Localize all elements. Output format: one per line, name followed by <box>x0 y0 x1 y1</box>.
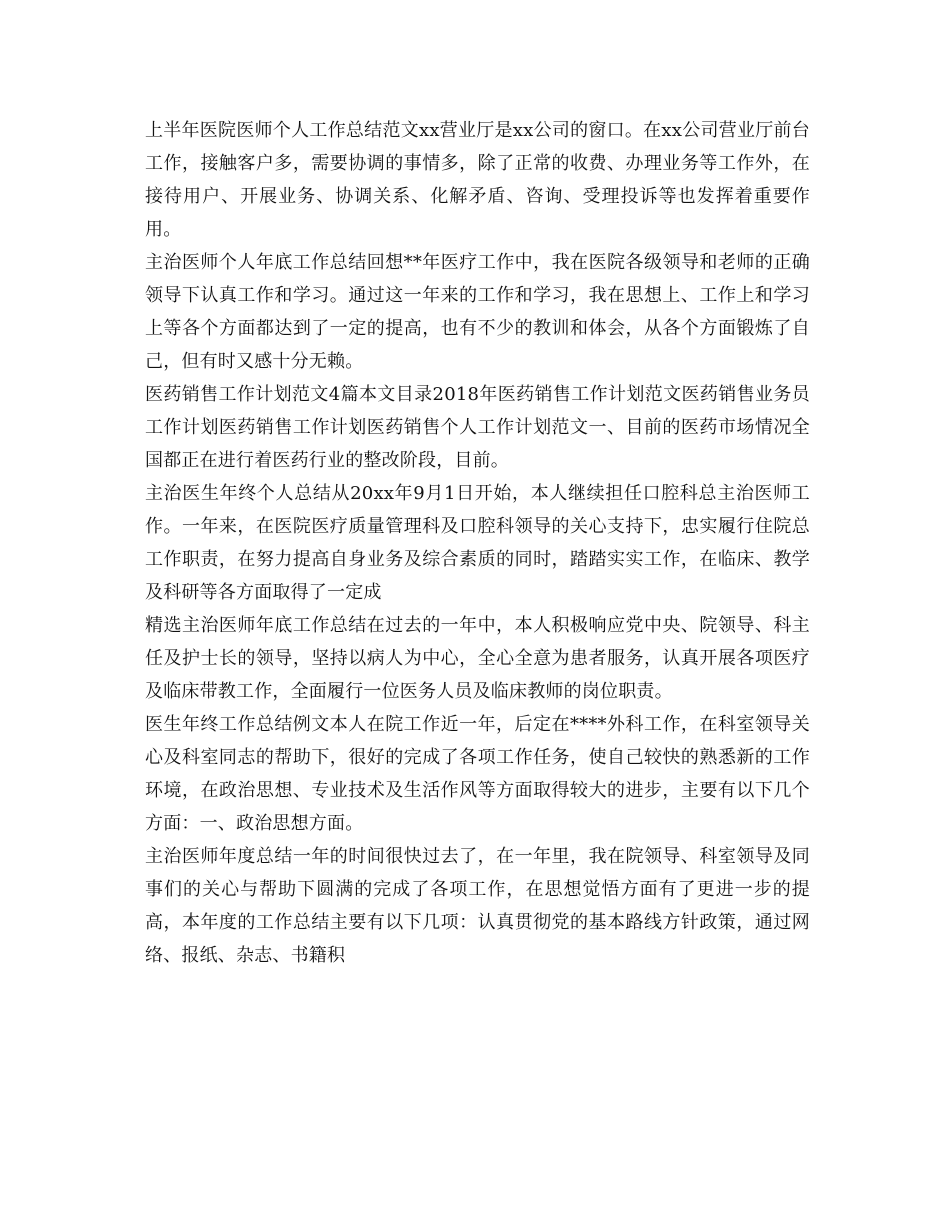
paragraph-4: 主治医生年终个人总结从20xx年9月1日开始，本人继续担任口腔科总主治医师工作。一年来，在医院医疗质量管理科及口腔科领导的关心支持下，忠实履行住院总工作职责，在努力提高自身业务及综合素质的同时，踏踏实实工作，在临床、教学及科研等各方面取得了一定成 <box>145 483 810 603</box>
paragraph-6: 医生年终工作总结例文本人在院工作近一年，后定在****外科工作，在科室领导关心及科室同志的帮助下，很好的完成了各项工作任务，使自己较快的熟悉新的工作环境，在政治思想、专业技术及生活作风等方面取得较大的进步，主要有以下几个方面：一、政治思想方面。 <box>145 714 810 834</box>
paragraph-7: 主治医师年度总结一年的时间很快过去了，在一年里，我在院领导、科室领导及同事们的关心与帮助下圆满的完成了各项工作，在思想觉悟方面有了更进一步的提高，本年度的工作总结主要有以下几项：认真贯彻党的基本路线方针政策，通过网络、报纸、杂志、书籍积 <box>145 846 810 966</box>
paragraph-3: 医药销售工作计划范文4篇本文目录2018年医药销售工作计划范文医药销售业务员工作计划医药销售工作计划医药销售个人工作计划范文一、目前的医药市场情况全国都正在进行着医药行业的整改阶段，目前。 <box>145 384 810 471</box>
paragraph-2: 主治医师个人年底工作总结回想**年医疗工作中，我在医院各级领导和老师的正确领导下认真工作和学习。通过这一年来的工作和学习，我在思想上、工作上和学习上等各个方面都达到了一定的提高，也有不少的教训和体会，从各个方面锻炼了自己，但有时又感十分无赖。 <box>145 252 810 372</box>
document-body <box>145 114 810 972</box>
paragraph-1: 上半年医院医师个人工作总结范文xx营业厅是xx公司的窗口。在xx公司营业厅前台工作，接触客户多，需要协调的事情多，除了正常的收费、办理业务等工作外，在接待用户、开展业务、协调关系、化解矛盾、咨询、受理投诉等也发挥着重要作用。 <box>145 120 810 240</box>
paragraph-5: 精选主治医师年底工作总结在过去的一年中，本人积极响应党中央、院领导、科主任及护士长的领导，坚持以病人为中心，全心全意为患者服务，认真开展各项医疗及临床带教工作，全面履行一位医务人员及临床教师的岗位职责。 <box>145 615 810 702</box>
